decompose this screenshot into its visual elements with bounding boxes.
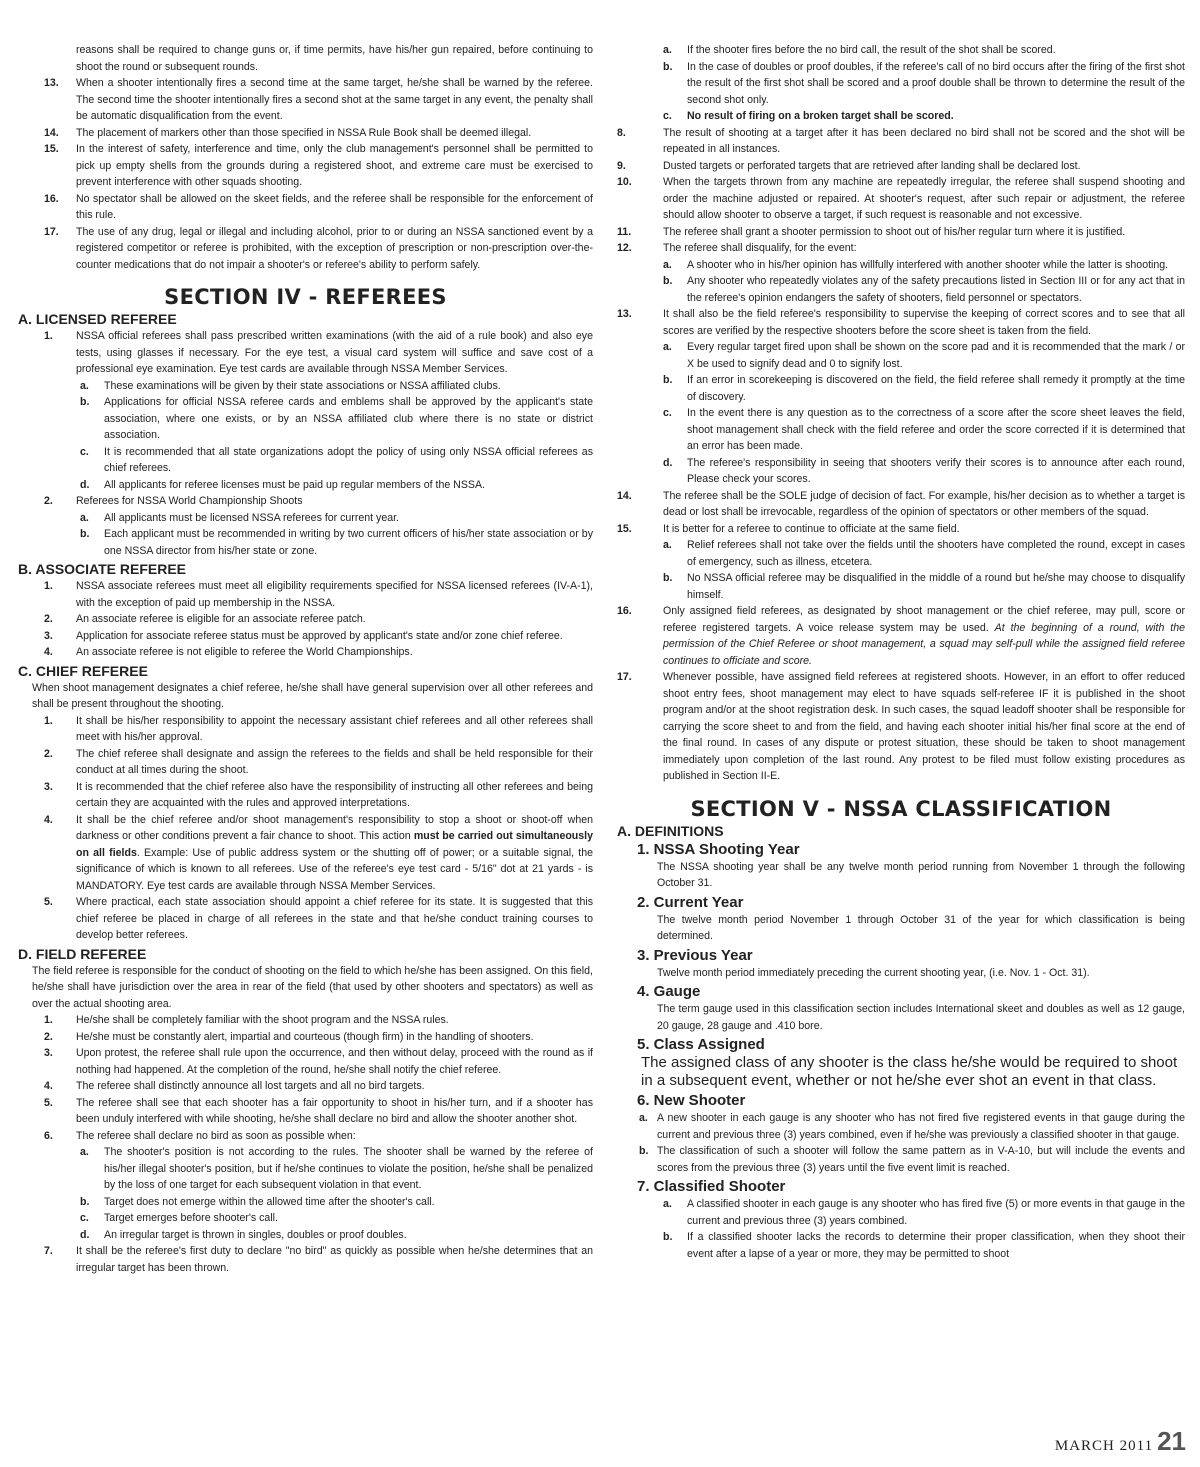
item-letter: a. (663, 1198, 672, 1210)
item-text: Referees for NSSA World Championship Shoots (76, 495, 303, 507)
sub-item (617, 455, 1185, 488)
definition-heading: 7. Classified Shooter (637, 1178, 786, 1195)
item-text: An associate referee is not eligible to referee the World Championships. (76, 646, 413, 658)
sub-item (617, 273, 1185, 306)
sub-item (18, 477, 593, 494)
chief-item (18, 746, 593, 779)
item-text: NSSA associate referees must meet all eligibility requirements specified for NSSA licensed referees (IV-A-1), with the exception of paid up membership in the NSSA. (76, 580, 593, 609)
subsection-heading: A. DEFINITIONS (617, 822, 724, 839)
field-item (18, 1095, 593, 1128)
item-text: Relief referees shall not take over the fields until the shooters have completed the round, except in cases of emergency, such as illness, etcetera. (687, 539, 1185, 568)
field-item-17 (617, 669, 1185, 785)
section-heading: SECTION V - NSSA CLASSIFICATION (690, 796, 1112, 821)
sub-item (18, 378, 593, 395)
sub-item (617, 405, 1185, 455)
item-number: 2. (44, 613, 53, 625)
rule-item-14 (18, 125, 593, 142)
definition-text: Twelve month period immediately preceding the current shooting year, (i.e. Nov. 1 - Oct. 31). (657, 966, 1090, 979)
sub-item (18, 444, 593, 477)
item-letter: a. (80, 1146, 89, 1158)
item-text: It is recommended that all state organizations adopt the policy of using only NSSA official referees as chief referees. (104, 445, 593, 474)
licensed-item-1 (18, 328, 593, 378)
page-number: 21 (1157, 1426, 1186, 1456)
item-text: A shooter who in his/her opinion has willfully interfered with another shooter while the latter is shooting. (687, 258, 1169, 271)
field-item (617, 174, 1185, 224)
item-text: The referee's responsibility in seeing that shooters verify their scores is to announce after each round, Please check your scores. (687, 456, 1185, 485)
item-number: 2. (44, 747, 53, 760)
item-text: No NSSA official referee may be disqualified in the middle of a round but he/she may choose to disqualify himself. (687, 572, 1185, 601)
item-number: 1. (44, 330, 53, 342)
continued-paragraph: reasons shall be required to change guns or, if time permits, have his/her gun repaired, before continuing to shoot the round or subsequent rounds. (76, 44, 593, 73)
sub-item (617, 42, 1185, 59)
item-number: 10. (617, 176, 632, 188)
item-text: The shooter's position is not according to the rules. The shooter shall be warned by the referee of his/her illegal shooter's position, but if he/she continues to violate the position, he/she shall be penalized by the loss of one target for each subsequent violation in that event. (104, 1146, 593, 1191)
definition-heading: 2. Current Year (637, 893, 744, 911)
item-number: 15. (617, 522, 632, 535)
item-text: He/she must be constantly alert, impartial and courteous (though firm) in the handling of shooters. (76, 1030, 534, 1043)
sub-item (617, 1110, 1185, 1143)
item-text: In the case of doubles or proof doubles, if the referee's call of no bird occurs after the firing of the first shot the result of the first shot shall be scored and a proof double shall be thrown to determine the result of the second shot only. (687, 60, 1185, 106)
right-column (617, 42, 1185, 1262)
item-number: 1. (44, 714, 53, 727)
sub-item (617, 1196, 1185, 1229)
item-letter: a. (80, 379, 89, 392)
item-text: When a shooter intentionally fires a second time at the same target, he/she shall be warned by the referee. The second time the shooter intentionally fires a second shot at the same target in any event, the penalty shall be automatic disqualification from the event. (76, 77, 593, 122)
emphasis-text: must be carried out simultaneously on all fields (76, 830, 594, 859)
item-text: The use of any drug, legal or illegal and including alcohol, prior to or during an NSSA sanctioned event by a registered competitor or referee is prohibited, with the exception of prescription or non-prescription over-the-counter medications that do not impair a shooter's or referee's ability to perform safely. (76, 225, 593, 271)
item-text: If a classified shooter lacks the records to determine their proper classification, when they shoot their event after a lapse of a year or more, they may be permitted to shoot (687, 1231, 1185, 1260)
item-letter: d. (80, 1228, 90, 1241)
definition-text: The term gauge used in this classification section includes International skeet and doubles as well as 12 gauge, 20 gauge, 28 gauge and .410 bore. (657, 1003, 1185, 1032)
item-text: Dusted targets or perforated targets that are retrieved after landing shall be declared lost. (663, 159, 1081, 172)
item-number: 2. (44, 1030, 53, 1043)
item-letter: c. (663, 407, 672, 419)
item-letter: d. (80, 478, 90, 491)
field-item-14 (617, 488, 1185, 521)
item-text: The referee shall declare no bird as soon as possible when: (76, 1129, 356, 1142)
item-number: 4. (44, 646, 53, 658)
rule-item-13 (18, 75, 593, 125)
item-letter: b. (663, 1231, 673, 1243)
item-text: The referee shall be the SOLE judge of decision of fact. For example, his/her decision as to whether a target is dead or lost shall be irrevocable, regardless of the opinion of spectators or other members of the squad. (663, 489, 1185, 518)
item-text: If the shooter fires before the no bird call, the result of the shot shall be scored. (687, 44, 1056, 56)
item-text: It is better for a referee to continue to officiate at the same field. (663, 522, 960, 535)
item-letter: a. (663, 539, 672, 551)
item-number: 7. (44, 1245, 53, 1257)
field-item (18, 1078, 593, 1095)
licensed-item-2 (18, 493, 593, 510)
item-number: 1. (44, 580, 53, 592)
item-number: 14. (617, 489, 632, 502)
sub-item (617, 1229, 1185, 1262)
field-item (617, 158, 1185, 175)
item-text: Upon protest, the referee shall rule upon the occurrence, and then without delay, proceed with the round as if nothing had happened. At the completion of the round, he/she shall notify the chief referee. (76, 1047, 593, 1076)
item-text: All applicants for referee licenses must be paid up regular members of the NSSA. (104, 478, 485, 491)
item-text: He/she shall be completely familiar with the shoot program and the NSSA rules. (76, 1014, 449, 1026)
item-text: No result of firing on a broken target shall be scored. (687, 110, 954, 122)
item-letter: b. (80, 1195, 90, 1208)
item-text: Target emerges before shooter's call. (104, 1212, 278, 1224)
issue-date: MARCH 2011 (1054, 1438, 1154, 1454)
rule-item-15 (18, 141, 593, 191)
field-item-13 (617, 306, 1185, 339)
field-item (18, 1128, 593, 1145)
item-letter: c. (80, 1212, 89, 1224)
field-item (617, 125, 1185, 158)
sub-item (18, 526, 593, 559)
rule-item-16 (18, 191, 593, 224)
associate-item (18, 611, 593, 628)
item-text: The referee shall see that each shooter has a fair opportunity to shoot in his/her turn, and if a shooter has been unduly interfered with while shooting, he/she shall declare no bird and allow the shooter another shot. (76, 1096, 593, 1125)
item-letter: c. (80, 445, 89, 458)
item-text: The classification of such a shooter will follow the same pattern as in V-A-10, but will include the events and scores from the previous three (3) years until the five event limit is reached. (657, 1145, 1185, 1174)
italic-text: At the beginning of a round, with the permission of the Chief Referee or shoot management, a squad may self-pull while the assigned field referee continues to officiate and score. (663, 621, 1186, 667)
item-text: The result of shooting at a target after it has been declared no bird shall not be scored and the shot will be repeated in all instances. (663, 126, 1185, 155)
subsection-heading: B. ASSOCIATE REFEREE (18, 561, 187, 577)
field-item-15 (617, 521, 1185, 538)
item-text: In the interest of safety, interference and time, only the club management's personnel shall be permitted to pick up empty shells from the grounds during a registered shoot, and extreme care must be exercised to prevent interference with other squads shooting. (76, 143, 593, 188)
item-text: Any shooter who repeatedly violates any of the safety precautions listed in Section III or for any act that in the referee's opinion endangers the safety of shooters, field personnel or spectators. (687, 275, 1185, 304)
sub-item (617, 108, 1185, 125)
subsection-heading: A. LICENSED REFEREE (18, 311, 177, 327)
item-text: An associate referee is eligible for an associate referee patch. (76, 613, 366, 625)
item-text: Each applicant must be recommended in writing by two current officers of his/her state association or by one NSSA director from his/her state or zone. (104, 528, 593, 557)
item-text: It is recommended that the chief referee also have the responsibility of instructing all other referees and being certain they are acquainted with the rules and approved interpretations. (76, 780, 593, 809)
item-text: When the targets thrown from any machine are repeatedly irregular, the referee shall suspend shooting and order the machine adjusted or repaired. At shooter's request, after such repair or adjustment, the referee should allow shooter to observe a target, if such request is reasonable and not excessive. (663, 176, 1185, 221)
item-text: Applications for official NSSA referee cards and emblems shall be approved by the applicant's state association, where one exists, or by an NSSA affiliated club where there is no state or district association. (104, 396, 593, 441)
field-item (18, 1045, 593, 1078)
item-number: 17. (44, 225, 59, 238)
item-number: 2. (44, 495, 53, 507)
field-item (18, 1012, 593, 1029)
chief-item (18, 779, 593, 812)
item-text: In the event there is any question as to the correctness of a score after the score sheet leaves the field, shoot management shall check with the field referee and order the score corrected if it is determined that an error has been made. (687, 407, 1185, 452)
section-heading: SECTION IV - REFEREES (164, 285, 447, 309)
page-footer (1055, 1426, 1186, 1457)
item-text: The placement of markers other than those specified in NSSA Rule Book shall be deemed illegal. (76, 126, 532, 139)
sub-item (18, 1210, 593, 1227)
item-text: It shall be his/her responsibility to appoint the necessary assistant chief referees and all other referees shall meet with his/her approval. (76, 714, 593, 743)
definition-heading: 3. Previous Year (637, 946, 753, 964)
item-number: 15. (44, 143, 59, 155)
item-text: It shall be the referee's first duty to declare "no bird" as quickly as possible when he/she determines that an irregular target has been thrown. (76, 1245, 593, 1274)
field-item (617, 224, 1185, 241)
associate-item (18, 628, 593, 645)
item-number: 12. (617, 242, 632, 254)
sub-item (617, 570, 1185, 603)
sub-item (18, 1194, 593, 1211)
item-text: Where practical, each state association should appoint a chief referee for its state. It is suggested that this chief referee be placed in charge of all referees in the state and that he/she conduct training courses to develop better referees. (76, 896, 593, 941)
item-number: 11. (617, 225, 632, 238)
item-text: Target does not emerge within the allowed time after the shooter's call. (104, 1195, 435, 1208)
field-item-16 (617, 603, 1185, 669)
item-text: A new shooter in each gauge is any shooter who has not fired five registered events in that gauge during the current and previous three (3) years combined, even if he/she was previously a classified shooter in that gauge. (657, 1112, 1185, 1141)
item-text: Every regular target fired upon shall be shown on the score pad and it is recommended that the mark / or X be used to signify dead and 0 to signify lost. (687, 341, 1185, 370)
item-text: A classified shooter in each gauge is any shooter who has fired five (5) or more events in that gauge in the current and previous three (3) years combined. (687, 1198, 1185, 1227)
definition-heading: 4. Gauge (637, 983, 701, 1000)
chief-item (18, 713, 593, 746)
item-letter: a. (663, 258, 672, 271)
associate-item (18, 578, 593, 611)
definition-text: The twelve month period November 1 through October 31 of the year for which classification is being determined. (657, 913, 1185, 942)
item-text: If an error in scorekeeping is discovered on the field, the field referee shall remedy it promptly at the time of discovery. (687, 374, 1185, 403)
item-number: 3. (44, 780, 53, 793)
definition-heading: 1. NSSA Shooting Year (637, 840, 800, 858)
item-letter: d. (663, 456, 673, 469)
item-number: 13. (44, 77, 59, 89)
left-column (18, 42, 593, 1276)
chief-referee-intro: When shoot management designates a chief referee, he/she shall have general supervision over all other referees and shall be present throughout the shooting. (32, 681, 593, 710)
item-text: All applicants must be licensed NSSA referees for current year. (104, 511, 400, 524)
item-text: NSSA official referees shall pass prescribed written examinations (with the aid of a rule book) and also eye tests, using glasses if necessary. For the eye test, a visual card system will suffice and save cost of a professional eye examination. Eye test cards are available through NSSA Member Services. (76, 330, 593, 375)
item-text: The referee shall grant a shooter permission to shoot out of his/her regular turn where it is justified. (663, 225, 1126, 238)
sub-item (18, 1144, 593, 1194)
item-number: 14. (44, 126, 59, 139)
item-number: 6. (44, 1129, 53, 1142)
item-letter: a. (639, 1112, 648, 1124)
sub-item (18, 394, 593, 444)
item-number: 17. (617, 671, 632, 683)
item-letter: b. (663, 275, 673, 287)
item-text: Whenever possible, have assigned field referees at registered shoots. However, in an effort to offer reduced shoot entry fees, shoot management may elect to have squads self-referee IF it is published in the shoot program and/or at the shoot registration desk. In such cases, the squad leadoff shooter shall be responsible for carrying the score sheet to and from the field, and having each shooter initial his/her final score at the end of the final round. In cases of any dispute or protest situation, these should be taken to shoot management immediately upon completion of the last round. Any protest to be filed must follow existing procedures as published in Section II-E. (663, 671, 1185, 782)
definition-text-large: The assigned class of any shooter is the class he/she would be required to shoot in a subsequent event, whether or not he/she ever shot an event in that class. (641, 1054, 1178, 1089)
item-letter: b. (80, 396, 90, 408)
definition-heading: 5. Class Assigned (637, 1036, 765, 1053)
associate-item (18, 644, 593, 661)
sub-item (18, 1227, 593, 1244)
item-number: 4. (44, 1080, 53, 1092)
item-text: Application for associate referee status must be approved by applicant's state and/or zone chief referee. (76, 629, 563, 642)
item-number: 5. (44, 896, 53, 908)
rule-item-17 (18, 224, 593, 274)
field-item-7 (18, 1243, 593, 1276)
subsection-heading: C. CHIEF REFEREE (18, 662, 148, 679)
item-number: 9. (617, 159, 626, 172)
item-text: . Example: Use of public address system or the shutting off of power; or a suitable signal, the significance of which is known to all referees. Use of the referee's eye test card - 5/16" dot at 21 yards - is MANDATORY. Eye test cards are available through NSSA Member Services. (76, 846, 593, 892)
definition-text: The NSSA shooting year shall be any twelve month period running from November 1 through the following October 31. (657, 860, 1185, 889)
field-referee-intro: The field referee is responsible for the conduct of shooting on the field to which he/she has been assigned. On this field, he/she shall have jurisdiction over the area in rear of the field (that used by other shooters and spectators) as well as over the actual shooting area. (32, 964, 593, 1010)
item-letter: b. (639, 1145, 649, 1157)
item-number: 13. (617, 308, 632, 320)
definition-heading: 6. New Shooter (637, 1092, 746, 1109)
sub-item (617, 59, 1185, 109)
item-letter: b. (663, 374, 673, 386)
item-text: The chief referee shall designate and assign the referees to the fields and shall be held responsible for their conduct at all times during the shoot. (76, 747, 593, 776)
item-text: It shall also be the field referee's responsibility to supervise the keeping of correct scores and to see that all scores are verified by the respective shooters before the score sheet is taken from the field. (663, 308, 1185, 337)
chief-item-5 (18, 894, 593, 944)
item-text: An irregular target is thrown in singles, doubles or proof doubles. (104, 1228, 407, 1241)
item-number: 1. (44, 1014, 53, 1026)
item-text: The referee shall disqualify, for the event: (663, 242, 857, 254)
item-number: 3. (44, 1047, 53, 1059)
chief-item-4 (18, 812, 593, 895)
item-letter: b. (663, 60, 673, 73)
item-text: It shall be the chief referee and/or shoot management's responsibility to stop a shoot or shoot-off when darkness or other conditions prevent a fair chance to shoot. This action (76, 813, 593, 842)
item-letter: a. (80, 511, 89, 524)
sub-item (617, 339, 1185, 372)
sub-item (617, 257, 1185, 274)
item-letter: c. (663, 110, 672, 122)
sub-item (617, 1143, 1185, 1176)
item-number: 3. (44, 629, 53, 642)
item-text: Only assigned field referees, as designated by shoot management or the chief referee, may pull, score or referee registered targets. A voice release system may be used. (663, 605, 1185, 634)
item-text: No spectator shall be allowed on the skeet fields, and the referee shall be responsible for the enforcement of this rule. (76, 192, 593, 221)
item-number: 16. (44, 192, 59, 205)
item-number: 5. (44, 1096, 53, 1109)
item-letter: a. (663, 341, 672, 353)
item-text: The referee shall distinctly announce all lost targets and all no bird targets. (76, 1080, 425, 1092)
item-number: 4. (44, 813, 53, 826)
item-text: These examinations will be given by their state associations or NSSA affiliated clubs. (104, 379, 501, 392)
item-number: 8. (617, 126, 626, 139)
item-number: 16. (617, 605, 632, 617)
item-letter: a. (663, 44, 672, 56)
item-letter: b. (663, 572, 673, 584)
field-item (617, 240, 1185, 257)
field-item (18, 1029, 593, 1046)
sub-item (617, 537, 1185, 570)
sub-item (617, 372, 1185, 405)
item-letter: b. (80, 528, 90, 540)
sub-item (18, 510, 593, 527)
subsection-heading: D. FIELD REFEREE (18, 945, 147, 962)
